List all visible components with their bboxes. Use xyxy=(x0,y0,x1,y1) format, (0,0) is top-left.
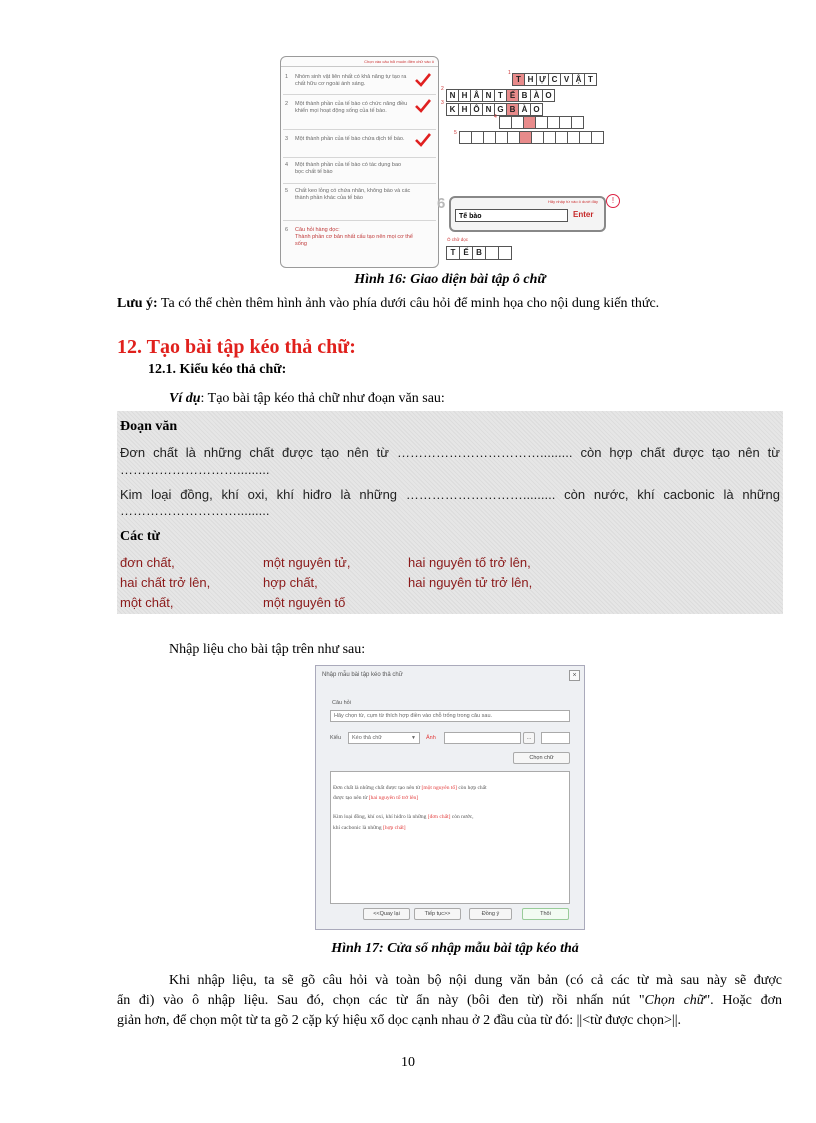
crossword-row-4[interactable] xyxy=(500,116,584,129)
word-item: một chất, xyxy=(120,595,174,610)
paragraph-line-3: giản hơn, để chọn một từ ta gõ 2 cặp ký hiệu xổ dọc cạnh nhau ở 2 đầu của từ đó: ||<từ được chọn>||. xyxy=(117,1013,681,1028)
crossword-cell[interactable]: À xyxy=(518,103,531,116)
crossword-question-panel xyxy=(280,56,439,268)
figure-17-caption: Hình 17: Cửa sổ nhập mẫu bài tập kéo thả xyxy=(331,941,579,956)
paragraph-line-1: Khi nhập liệu, ta sẽ gõ câu hỏi và toàn bộ nội dung văn bản (có cả các từ mà sau này sẽ được xyxy=(169,973,782,988)
paragraph-heading: Đoạn văn xyxy=(120,419,178,434)
crossword-cell[interactable] xyxy=(571,116,584,129)
crossword-row-2[interactable] xyxy=(447,89,555,102)
question-text: Một thành phần của tế bào chứa dịch tế bào. xyxy=(295,136,405,142)
hidden-word: [hợp chất] xyxy=(383,825,406,831)
crossword-cell[interactable]: N xyxy=(446,89,459,102)
page-number: 10 xyxy=(401,1055,415,1070)
question-label: Câu hỏi xyxy=(332,700,351,706)
vertical-question-label: Câu hỏi hàng dọc: xyxy=(295,227,340,233)
word-item: đơn chất, xyxy=(120,555,175,570)
choose-word-reference: Chọn chữ xyxy=(644,993,705,1008)
crossword-cell[interactable]: V xyxy=(560,73,573,86)
example-intro xyxy=(169,390,445,408)
crossword-cell[interactable]: Ô xyxy=(470,103,483,116)
row-number: 5 xyxy=(454,130,457,136)
crossword-cell[interactable]: H xyxy=(524,73,537,86)
crossword-question-3[interactable] xyxy=(285,136,413,143)
divider xyxy=(283,157,436,158)
crossword-cell[interactable]: C xyxy=(548,73,561,86)
divider xyxy=(283,183,436,184)
enter-button[interactable]: Enter xyxy=(573,210,594,219)
crossword-cell[interactable]: À xyxy=(530,89,543,102)
crossword-question-5[interactable] xyxy=(285,188,413,202)
crossword-cell[interactable] xyxy=(591,131,604,144)
choose-word-button[interactable]: Chọn chữ xyxy=(513,752,570,764)
crossword-cell[interactable]: N xyxy=(482,103,495,116)
paragraph-line-1: Đơn chất là những chất được tạo nên từ ……………………………......... còn hợp chất được tạo nên từ xyxy=(120,445,780,460)
question-input[interactable]: Hãy chọn từ, cụm từ thích hợp điền vào chỗ trống trong câu sau. xyxy=(330,710,570,722)
crossword-row-1[interactable] xyxy=(513,73,597,86)
section-12-heading: 12. Tạo bài tập kéo thả chữ: xyxy=(117,336,356,358)
row-number: 2 xyxy=(441,86,444,92)
row-number: 3 xyxy=(441,100,444,106)
crossword-question-vertical[interactable] xyxy=(285,227,425,248)
crossword-cell[interactable]: K xyxy=(446,103,459,116)
type-select[interactable] xyxy=(348,732,420,744)
word-item: hai chất trở lên, xyxy=(120,575,211,590)
word-item: hai nguyên tử trở lên, xyxy=(408,575,533,590)
hidden-word: [đơn chất] xyxy=(427,814,451,820)
crossword-cell[interactable]: T xyxy=(494,89,507,102)
content-text: còn hợp chất xyxy=(456,785,487,791)
word-item: hai nguyên tố trở lên, xyxy=(408,555,531,570)
row-number: 4 xyxy=(494,114,497,120)
browse-button[interactable]: ... xyxy=(523,732,535,744)
input-intro: Nhập liệu cho bài tập trên như sau: xyxy=(169,642,366,657)
paragraph-text: ẩn đi) vào ô nhập liệu. Sau đó, chọn các từ ẩn này (bôi đen từ) rồi nhấn nút " xyxy=(117,993,645,1008)
note-text: Ta có thể chèn thêm hình ảnh vào phía dưới câu hỏi để minh họa cho nội dung kiến thức. xyxy=(157,296,660,311)
word-item: một nguyên tử, xyxy=(263,555,351,570)
warning-icon[interactable]: ! xyxy=(606,194,620,208)
crossword-cell[interactable]: Ự xyxy=(536,73,549,86)
figure-16-caption: Hình 16: Giao diện bài tập ô chữ xyxy=(354,272,546,287)
crossword-cell[interactable]: B xyxy=(506,103,519,116)
row-number: 1 xyxy=(508,70,511,76)
content-line-2 xyxy=(333,795,418,801)
question-text: Nhóm sinh vật liên nhất có khả năng tự tạo ra chất hữu cơ ngoài ánh sáng. xyxy=(295,74,407,87)
content-text: Đơn chất là những chất được tạo nên từ xyxy=(333,785,422,791)
question-number: 1 xyxy=(285,74,289,80)
answer-box xyxy=(449,196,606,232)
crossword-cell[interactable]: G xyxy=(494,103,507,116)
panel-header: Chọn vào câu hỏi muốn điền chữ vào ô xyxy=(364,59,434,64)
word-item: hợp chất, xyxy=(263,575,318,590)
example-label: Ví dụ xyxy=(169,391,201,406)
content-text: khí cacbonic là những xyxy=(333,825,384,831)
content-text: còn nước, xyxy=(450,814,474,820)
question-number: 2 xyxy=(285,101,289,107)
checkmark-icon xyxy=(415,133,431,147)
question-number: 6 xyxy=(285,227,289,233)
crossword-cell[interactable]: O xyxy=(542,89,555,102)
crossword-cell[interactable]: N xyxy=(482,89,495,102)
image-size-input[interactable] xyxy=(541,732,570,744)
vertical-question-text: Thành phần cơ bản nhất cấu tạo nên mọi cơ thể sống xyxy=(295,234,413,247)
guess-cell: Ế xyxy=(459,246,473,260)
guess-cell xyxy=(485,246,499,260)
chevron-down-icon: ▼ xyxy=(411,735,416,741)
answer-input[interactable]: Tế bào xyxy=(455,209,568,222)
content-line-4 xyxy=(333,825,406,831)
checkmark-icon xyxy=(415,73,431,87)
word-item: một nguyên tố xyxy=(263,595,346,610)
question-number: 5 xyxy=(285,188,289,194)
divider xyxy=(283,129,436,130)
words-heading: Các từ xyxy=(120,529,160,544)
guess-cell: T xyxy=(446,246,460,260)
content-text: được tạo nên từ xyxy=(333,795,369,801)
guess-cell xyxy=(498,246,512,260)
type-label: Kiểu xyxy=(330,735,342,741)
question-number: 4 xyxy=(285,162,289,168)
content-line-3 xyxy=(333,814,474,820)
crossword-cell[interactable]: Ậ xyxy=(572,73,585,86)
paragraph-line-2 xyxy=(117,992,782,1010)
guess-label: Ô chữ dọc xyxy=(447,237,469,242)
crossword-cell[interactable]: Ế xyxy=(506,89,519,102)
crossword-cell[interactable]: Â xyxy=(470,89,483,102)
type-select-value: Kéo thả chữ xyxy=(352,735,382,741)
guess-cell: B xyxy=(472,246,486,260)
next-button[interactable]: Tiếp tục>> xyxy=(414,908,461,920)
paragraph-line-2: Kim loại đồng, khí oxi, khí hiđro là những ………………………......... còn nước, khí cacbonic là những xyxy=(120,487,780,502)
content-text: Kim loại đồng, khí oxi, khí hiđro là những xyxy=(333,814,428,820)
content-line-1 xyxy=(333,785,487,791)
crossword-question-4[interactable] xyxy=(285,162,413,176)
question-number: 3 xyxy=(285,136,289,142)
question-text: Chất keo lỏng có chứa nhân, không bào và các thành phần khác của tế bào xyxy=(295,188,411,201)
ok-button[interactable]: Đồng ý xyxy=(469,908,512,920)
dialog-title: Nhập mẫu bài tập kéo thả chữ xyxy=(322,672,403,678)
image-path-input[interactable] xyxy=(444,732,521,744)
note-label: Lưu ý: xyxy=(117,296,158,311)
crossword-cell[interactable]: B xyxy=(518,89,531,102)
divider xyxy=(283,94,436,95)
image-label: Ảnh xyxy=(426,735,436,741)
back-button[interactable]: <<Quay lại xyxy=(363,908,410,920)
answer-number: 6 xyxy=(437,195,446,212)
crossword-row-5[interactable] xyxy=(460,131,604,144)
note-paragraph xyxy=(117,295,797,313)
hidden-word: [một nguyên tố] xyxy=(421,785,457,791)
crossword-cell[interactable]: T xyxy=(512,73,525,86)
question-text: Một thành phần của tế bào có chức năng điều khiển mọi hoạt động sống của tế bào. xyxy=(295,101,408,114)
crossword-question-1[interactable] xyxy=(285,74,413,88)
close-icon[interactable]: × xyxy=(569,670,580,681)
hidden-word: [hai nguyên tố trở lên] xyxy=(368,795,419,801)
crossword-question-2[interactable] xyxy=(285,101,413,115)
question-text: Một thành phần của tế bào có tác dụng bao bọc chất tế bào xyxy=(295,162,402,175)
divider xyxy=(283,220,436,221)
divider xyxy=(281,66,438,67)
example-intro-text: : Tạo bài tập kéo thả chữ như đoạn văn sau: xyxy=(200,391,445,406)
crossword-cell[interactable]: O xyxy=(530,103,543,116)
checkmark-icon xyxy=(415,99,431,113)
crossword-cell[interactable]: H xyxy=(458,89,471,102)
paragraph-text: ". Hoặc đơn xyxy=(704,993,782,1008)
guess-cells xyxy=(447,246,512,259)
answer-hint: Hãy nhập từ vào ô dưới đây xyxy=(547,199,598,204)
cancel-button[interactable]: Thôi xyxy=(522,908,569,920)
example-box xyxy=(117,411,783,614)
paragraph-line-2-cont: ………………………......... xyxy=(120,503,270,518)
subsection-12-1-heading: 12.1. Kiểu kéo thả chữ: xyxy=(148,362,287,377)
crossword-cell[interactable]: H xyxy=(458,103,471,116)
paragraph-line-1-cont: ………………………......... xyxy=(120,462,270,477)
crossword-cell[interactable]: T xyxy=(584,73,597,86)
